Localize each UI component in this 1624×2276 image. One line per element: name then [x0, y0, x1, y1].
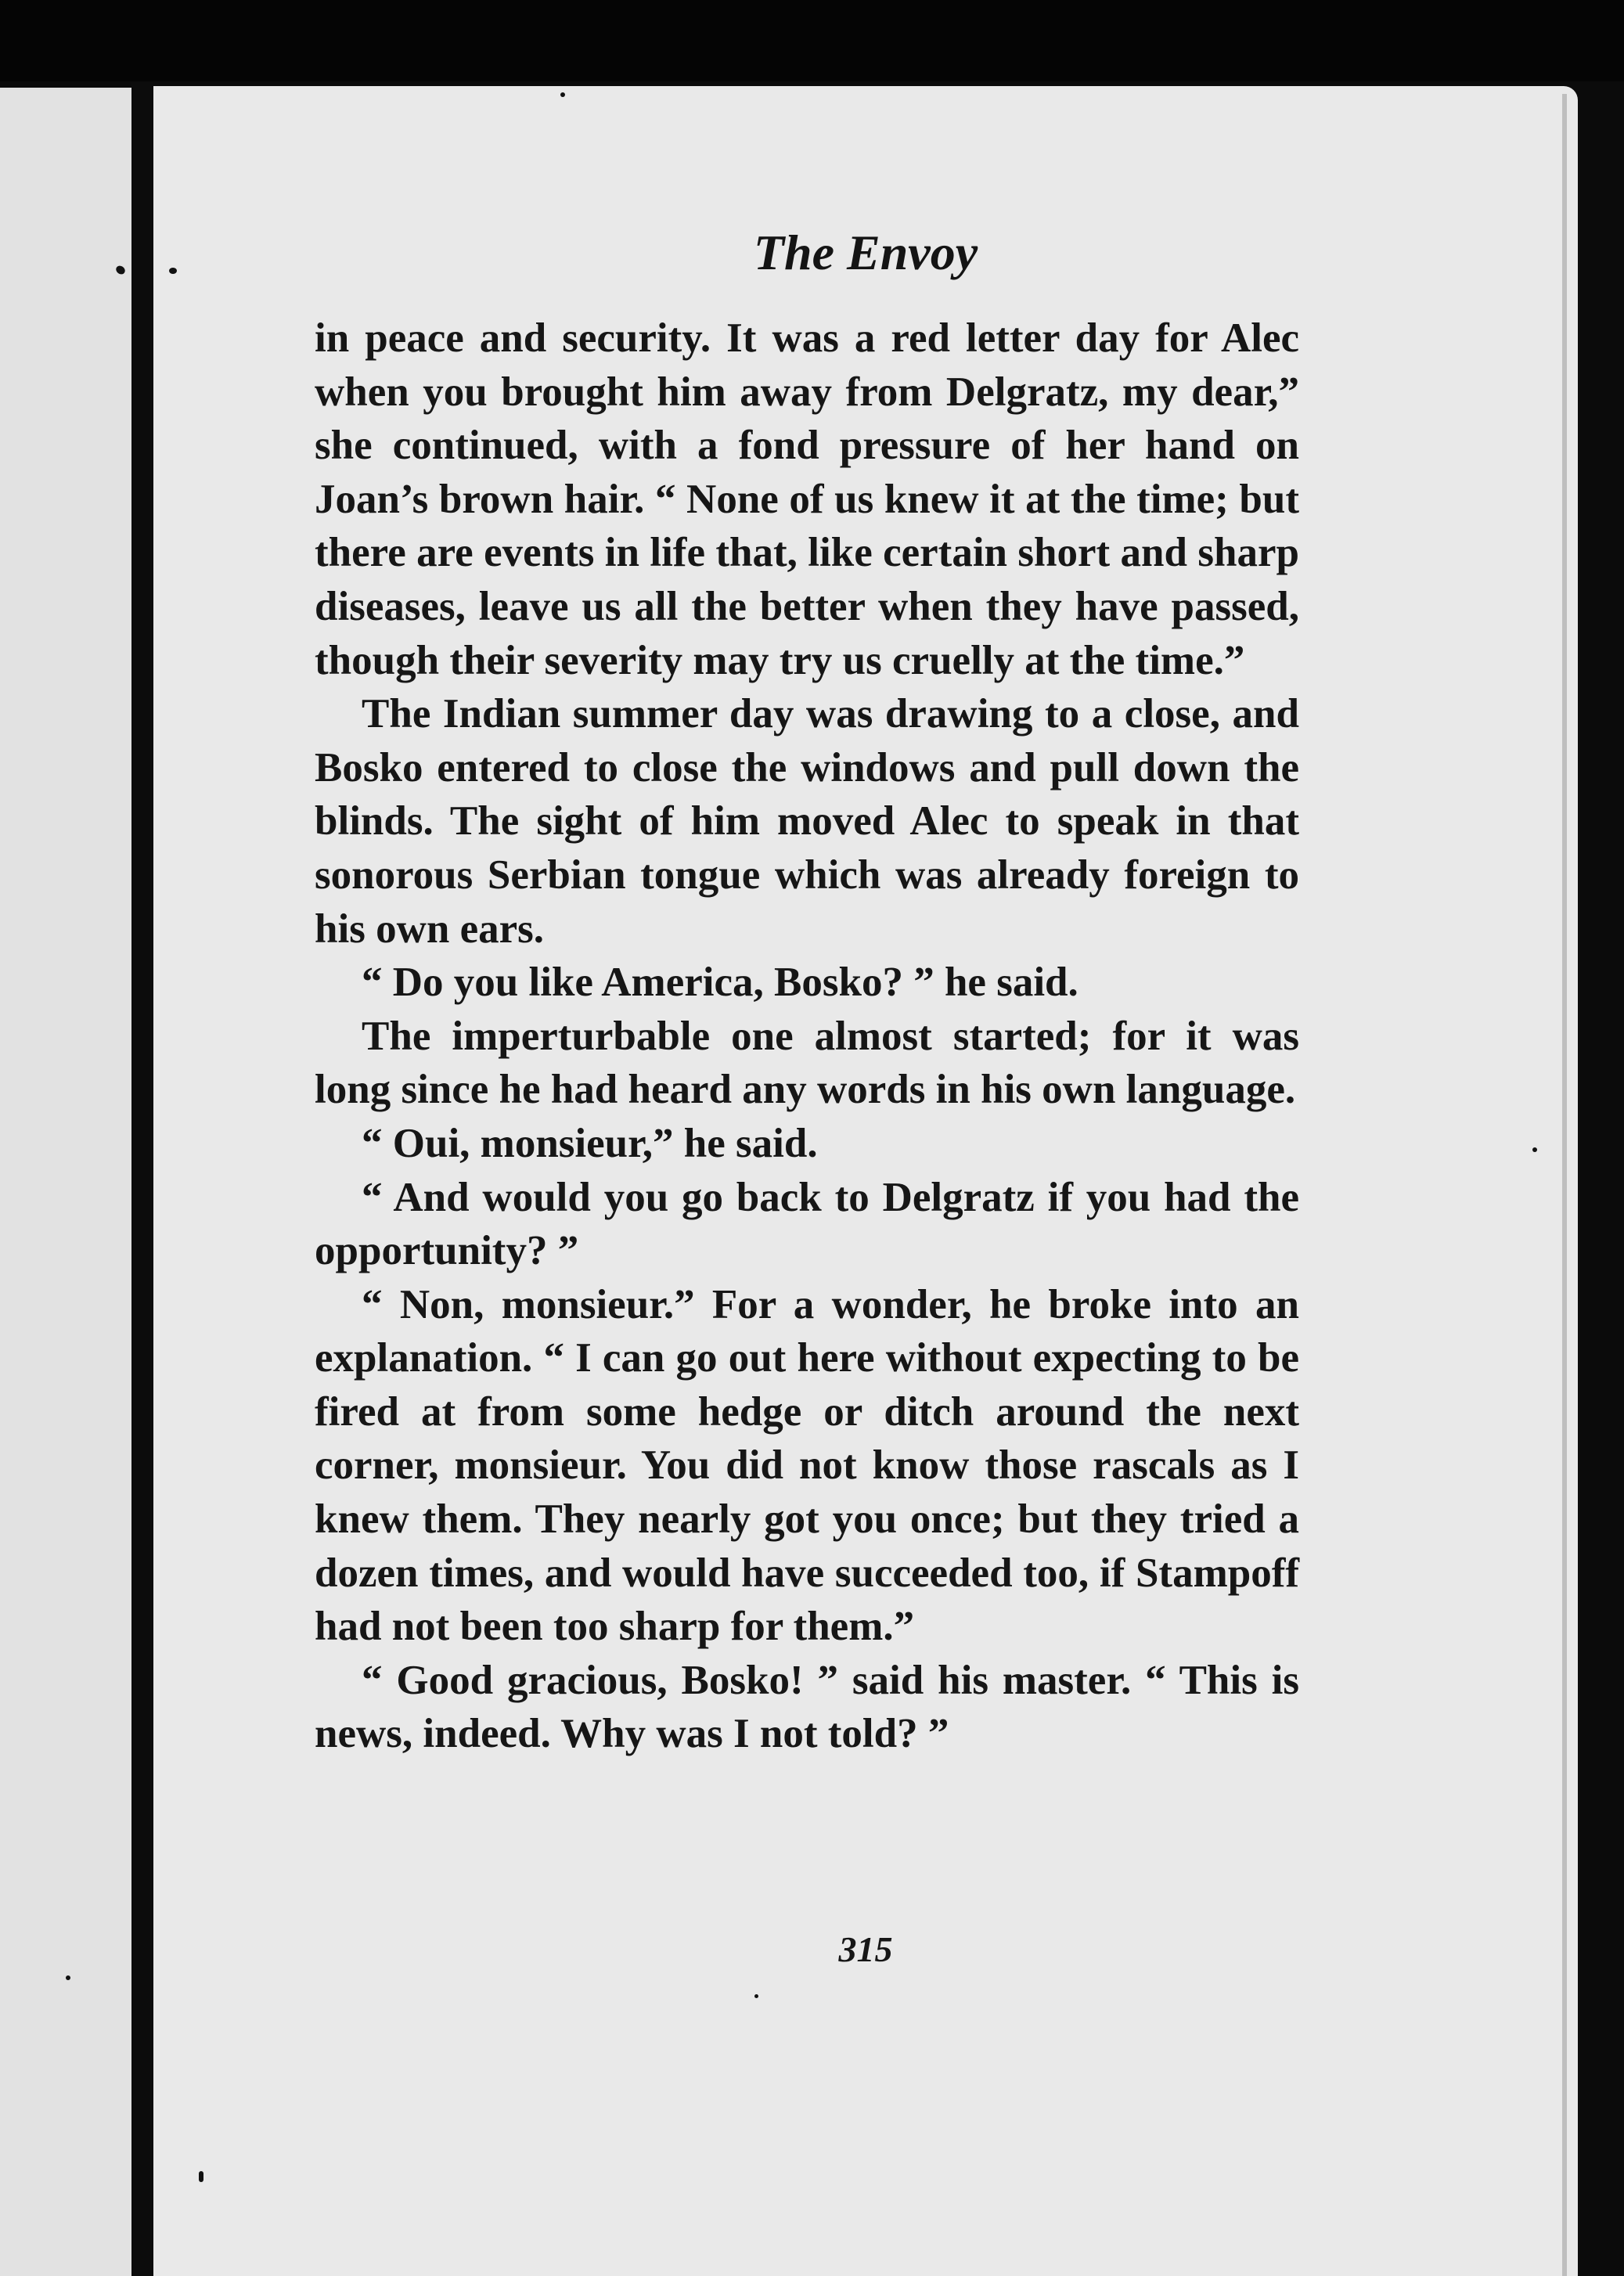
facing-page-edge	[0, 88, 131, 2276]
paragraph: “ Non, monsieur.” For a wonder, he broke into an explanation. “ I can go out here without expecting to be fired at from some hedge or ditch around the next corner, monsieur. You did not know those rascals as I knew them. They nearly got you once; but they tried a dozen times, and would have succeeded too, if Stampoff had not been too sharp for them.”	[315, 1281, 1299, 1650]
scan-top-border	[0, 0, 1624, 81]
scan-right-border	[1578, 94, 1624, 2276]
ink-speck	[1532, 1147, 1537, 1152]
paragraph: in peace and security. It was a red letter day for Alec when you brought him away from Delgratz, my dear,” she continued, with a fond pressure of her hand on Joan’s brown hair. “ None of us knew it at the time; but there are events in life that, like certain short and sharp diseases, leave us all the better when they have passed, though their severity may try us cruelly at the time.”	[315, 315, 1299, 683]
ink-speck	[66, 1975, 70, 1980]
ink-speck	[199, 2171, 203, 2182]
page-number: 315	[838, 1929, 893, 1969]
ink-speck	[754, 1994, 758, 1998]
body-text	[315, 312, 1299, 1761]
ink-speck	[560, 92, 565, 97]
paragraph: The Indian summer day was drawing to a close, and Bosko entered to close the windows and pull down the blinds. The sight of him moved Alec to speak in that sonorous Serbian tongue which was already foreign to his own ears.	[315, 691, 1299, 952]
paragraph: “ Do you like America, Bosko? ” he said.	[362, 960, 1078, 1006]
paragraph: “ Good gracious, Bosko! ” said his master. “ This is news, indeed. Why was I not told? ”	[315, 1657, 1299, 1757]
book-gutter	[131, 81, 153, 2276]
running-head: The Envoy	[753, 225, 978, 280]
paragraph: “ And would you go back to Delgratz if you had the opportunity? ”	[315, 1174, 1299, 1274]
paragraph: The imperturbable one almost started; for it was long since he had heard any words in his own language.	[315, 1013, 1299, 1113]
paragraph: “ Oui, monsieur,” he said.	[362, 1120, 818, 1166]
